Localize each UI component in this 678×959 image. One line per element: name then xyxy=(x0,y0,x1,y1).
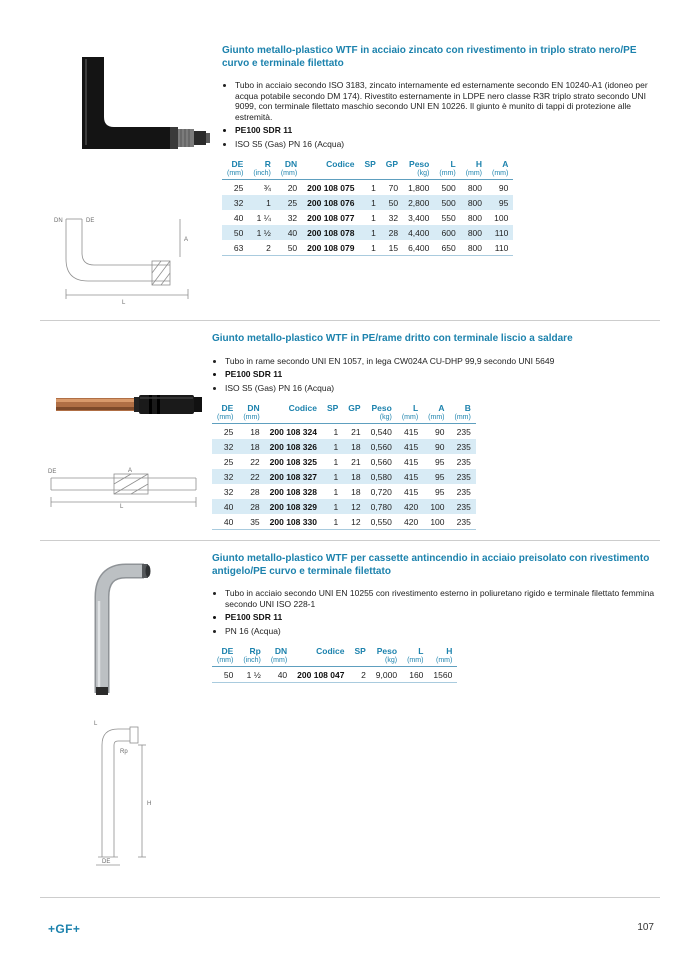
table-cell: 95 xyxy=(435,456,445,467)
table-row xyxy=(212,424,476,440)
dim-label-rp: Rp xyxy=(120,749,128,755)
table-cell: 50 xyxy=(233,227,244,238)
table-cell: 200 108 330 xyxy=(269,516,317,527)
product-table xyxy=(222,158,513,256)
table-cell: 0,580 xyxy=(370,471,392,482)
table-cell: 1 xyxy=(371,227,376,238)
column-header: GP xyxy=(348,403,361,413)
table-row xyxy=(222,210,513,225)
table-cell: 32 xyxy=(223,486,234,497)
section-steel-zinc-elbow xyxy=(0,45,678,320)
table-cell: 1 xyxy=(371,182,376,193)
table-cell: 1560 xyxy=(433,669,453,680)
table-cell: 235 xyxy=(456,441,471,452)
bullet-item: • PN 16 (Acqua) xyxy=(225,626,660,637)
column-unit: (mm) xyxy=(407,657,424,664)
column-header: SP xyxy=(326,403,339,413)
table-cell: 25 xyxy=(223,456,234,467)
dim-label-dn: DN xyxy=(54,218,63,224)
bullet-list xyxy=(212,356,660,394)
table-cell: 9,000 xyxy=(375,669,398,680)
dim-label-a: A xyxy=(184,237,189,243)
column-header: A xyxy=(438,403,445,413)
gf-logo: +GF+ xyxy=(48,922,81,936)
table-row xyxy=(222,195,513,210)
dim-label-de: DE xyxy=(86,218,95,224)
bullet-item: • PE100 SDR 11 xyxy=(225,612,660,623)
content-column xyxy=(212,333,660,540)
table-row xyxy=(212,469,476,484)
column-unit: (kg) xyxy=(379,414,392,421)
table-cell: 415 xyxy=(403,426,419,437)
dim-label-de: DE xyxy=(48,469,57,475)
table-cell: 1 xyxy=(371,197,376,208)
table-cell: 200 108 325 xyxy=(269,456,317,467)
table-cell: 0,550 xyxy=(370,516,392,527)
table-cell: 6,400 xyxy=(408,242,430,253)
table-cell: 1 xyxy=(333,471,339,482)
table-cell: 1 xyxy=(333,426,339,437)
table-cell: 20 xyxy=(287,182,298,193)
table-cell: 800 xyxy=(467,182,483,193)
column-header: Codice xyxy=(288,403,317,413)
column-header: H xyxy=(475,159,483,169)
table-cell: 1 ½ xyxy=(256,227,271,238)
column-header: DE xyxy=(221,646,234,656)
table-cell: 2 xyxy=(361,669,366,680)
table-cell: 110 xyxy=(494,227,509,238)
table-cell: 0,540 xyxy=(370,426,392,437)
table-cell: 110 xyxy=(494,242,509,253)
table-cell: 95 xyxy=(435,486,445,497)
column-header: Peso xyxy=(409,159,430,169)
column-unit: (mm) xyxy=(439,170,456,177)
left-column xyxy=(40,333,212,540)
table-cell: 95 xyxy=(435,471,445,482)
column-header: DN xyxy=(247,403,260,413)
table-cell: 200 108 327 xyxy=(269,471,317,482)
table-cell: 2,800 xyxy=(408,197,430,208)
table-cell: 415 xyxy=(403,456,419,467)
table-cell: 21 xyxy=(351,426,361,437)
dim-label-l: L xyxy=(122,300,126,306)
dim-label-a: A xyxy=(128,468,133,474)
table-cell: 12 xyxy=(351,516,361,527)
column-header: A xyxy=(502,159,509,169)
table-cell: 40 xyxy=(287,227,298,238)
product-table xyxy=(212,402,476,530)
table-cell: 95 xyxy=(498,197,509,208)
column-unit: (mm) xyxy=(243,414,260,421)
table-cell: 40 xyxy=(223,501,234,512)
table-cell: 235 xyxy=(456,426,471,437)
table-cell: 15 xyxy=(388,242,399,253)
table-cell: 200 108 079 xyxy=(307,242,355,253)
table-cell: 415 xyxy=(403,441,419,452)
column-unit: (mm) xyxy=(465,170,483,177)
column-header: Codice xyxy=(326,159,355,169)
table-row xyxy=(212,499,476,514)
table-cell: 235 xyxy=(456,516,471,527)
table-cell: 18 xyxy=(250,441,260,452)
technical-drawing-elbow xyxy=(52,211,202,306)
table-cell: 12 xyxy=(351,501,361,512)
column-header: R xyxy=(264,159,271,169)
page-number: 107 xyxy=(637,922,654,933)
table-cell: 200 108 078 xyxy=(307,227,355,238)
table-cell: 235 xyxy=(456,501,471,512)
table-cell: 63 xyxy=(233,242,244,253)
table-cell: 550 xyxy=(441,212,456,223)
table-cell: 1 xyxy=(333,501,339,512)
column-unit: (mm) xyxy=(280,170,298,177)
table-cell: ¾ xyxy=(263,182,271,193)
table-cell: 21 xyxy=(351,456,361,467)
table-cell: 1 xyxy=(266,197,271,208)
column-unit xyxy=(381,170,403,180)
product-photo-copper-pipe xyxy=(54,389,204,419)
section-title: Giunto metallo-plastico WTF in PE/rame dritto con terminale liscio a saldare xyxy=(212,333,573,344)
column-header: L xyxy=(450,159,456,169)
table-cell: 3,400 xyxy=(408,212,430,223)
table-cell: 28 xyxy=(250,486,260,497)
content-column xyxy=(222,45,660,320)
table-cell: 40 xyxy=(277,669,288,680)
table-cell: 420 xyxy=(403,516,419,527)
column-header: DE xyxy=(221,403,234,413)
table-cell: 0,560 xyxy=(370,441,392,452)
technical-drawing-vertical xyxy=(68,717,158,869)
bullet-item: • Tubo in acciaio secondo ISO 3183, zincato internamente ed esternamente secondo EN 10240-A1 (idoneo per acqua potabile secondo DM 174). Rivestito esternamente in LDPE nero classe R3R triplo strato secondo UNI 9099, con terminale filettato maschio secondo UNI EN 10226. Il giunto è munito di tappi di protezione alle estremità. xyxy=(235,80,660,122)
column-unit: (mm) xyxy=(436,657,453,664)
table-cell: 200 108 328 xyxy=(269,486,317,497)
table-row xyxy=(212,484,476,499)
table-cell: 32 xyxy=(388,212,399,223)
table-cell: 50 xyxy=(223,669,234,680)
table-cell: 35 xyxy=(250,516,260,527)
table-cell: 2 xyxy=(266,242,271,253)
column-header: L xyxy=(412,403,419,413)
table-cell: 800 xyxy=(467,212,483,223)
column-unit: (kg) xyxy=(385,657,398,664)
section-preinsulated-elbow xyxy=(0,541,678,897)
column-unit xyxy=(292,657,349,667)
table-cell: 32 xyxy=(287,212,298,223)
table-cell: 25 xyxy=(233,182,244,193)
table-cell: 25 xyxy=(287,197,298,208)
product-photo-gray-pipe xyxy=(82,555,162,697)
table-cell: 200 108 075 xyxy=(307,182,355,193)
table-cell: 1 xyxy=(371,212,376,223)
column-unit xyxy=(349,657,370,667)
table-cell: 40 xyxy=(223,516,234,527)
table-row xyxy=(222,180,513,196)
column-unit: (mm) xyxy=(401,414,419,421)
table-cell: 18 xyxy=(351,471,361,482)
table-row xyxy=(212,454,476,469)
column-header: L xyxy=(418,646,424,656)
left-column xyxy=(40,45,222,320)
column-unit: (kg) xyxy=(417,170,430,177)
table-cell: 50 xyxy=(388,197,399,208)
table-cell: 100 xyxy=(494,212,509,223)
table-cell: 415 xyxy=(403,471,419,482)
table-cell: 4,400 xyxy=(408,227,430,238)
bullet-item: • ISO S5 (Gas) PN 16 (Acqua) xyxy=(225,383,660,394)
table-cell: 32 xyxy=(223,471,234,482)
table-cell: 90 xyxy=(435,426,445,437)
column-unit: (mm) xyxy=(270,657,288,664)
column-unit xyxy=(322,414,343,424)
table-cell: 90 xyxy=(498,182,509,193)
table-cell: 32 xyxy=(223,441,234,452)
table-cell: 1 xyxy=(333,516,339,527)
column-header: Codice xyxy=(316,646,345,656)
table-cell: 415 xyxy=(403,486,419,497)
table-cell: 1 ¼ xyxy=(256,212,271,223)
column-unit: (mm) xyxy=(217,414,234,421)
column-unit xyxy=(343,414,365,424)
table-cell: 1 xyxy=(371,242,376,253)
table-cell: 200 108 326 xyxy=(269,441,317,452)
dim-label-de: DE xyxy=(102,859,111,865)
bullet-item: • PE100 SDR 11 xyxy=(225,369,660,380)
product-table xyxy=(212,645,457,683)
column-header: DN xyxy=(274,646,288,656)
table-row xyxy=(212,667,457,683)
table-cell: 800 xyxy=(467,197,483,208)
column-header: GP xyxy=(385,159,399,169)
dim-label-l: L xyxy=(94,721,98,727)
column-unit xyxy=(265,414,322,424)
table-cell: 200 108 047 xyxy=(297,669,345,680)
table-cell: 1 xyxy=(333,456,339,467)
table-cell: 235 xyxy=(456,456,471,467)
table-cell: 500 xyxy=(441,197,456,208)
page-footer xyxy=(0,898,678,936)
column-header: Peso xyxy=(371,403,392,413)
section-title: Giunto metallo-plastico WTF per cassette antincendio in acciaio preisolato con rivestimento antigelo/PE curvo e terminale filettato xyxy=(212,553,650,577)
table-cell: 1 xyxy=(333,441,339,452)
bullet-list xyxy=(222,80,660,149)
column-unit: (mm) xyxy=(217,657,234,664)
bullet-item: • Tubo in acciaio secondo UNI EN 10255 con rivestimento esterno in poliuretano rigido e terminale filettato femmina secondo UNI ISO 228-1 xyxy=(225,588,660,609)
dim-label-h: H xyxy=(147,801,152,807)
bullet-item: • Tubo in rame secondo UNI EN 1057, in lega CW024A CU-DHP 99,9 secondo UNI 5649 xyxy=(225,356,660,367)
table-row xyxy=(212,514,476,530)
table-cell: 32 xyxy=(233,197,244,208)
table-row xyxy=(222,225,513,240)
technical-drawing-straight xyxy=(46,465,204,509)
table-cell: 800 xyxy=(467,227,483,238)
section-copper-straight xyxy=(0,321,678,540)
bullet-list xyxy=(212,588,660,636)
column-header: SP xyxy=(364,159,376,169)
table-cell: 1 xyxy=(333,486,339,497)
column-unit: (inch) xyxy=(253,170,271,177)
column-header: Rp xyxy=(249,646,261,656)
table-cell: 1,800 xyxy=(408,182,430,193)
table-cell: 0,780 xyxy=(370,501,392,512)
column-unit xyxy=(302,170,359,180)
column-header: DE xyxy=(231,159,244,169)
table-cell: 1 ½ xyxy=(246,669,261,680)
table-row xyxy=(212,439,476,454)
column-unit: (mm) xyxy=(428,414,445,421)
column-unit: (mm) xyxy=(454,414,471,421)
column-unit xyxy=(359,170,380,180)
table-cell: 18 xyxy=(351,441,361,452)
table-cell: 18 xyxy=(351,486,361,497)
column-unit: (mm) xyxy=(227,170,244,177)
column-header: H xyxy=(446,646,453,656)
table-cell: 22 xyxy=(250,471,260,482)
left-column xyxy=(40,553,212,897)
table-cell: 235 xyxy=(456,486,471,497)
table-cell: 200 108 076 xyxy=(307,197,355,208)
table-cell: 100 xyxy=(430,516,445,527)
table-cell: 100 xyxy=(430,501,445,512)
table-cell: 160 xyxy=(409,669,424,680)
table-row xyxy=(222,240,513,256)
bullet-item: • PE100 SDR 11 xyxy=(235,125,660,136)
section-title: Giunto metallo-plastico WTF in acciaio zincato con rivestimento in triplo strato nero/PE curvo e terminale filettato xyxy=(222,45,637,69)
table-cell: 600 xyxy=(441,227,456,238)
table-cell: 25 xyxy=(223,426,234,437)
table-cell: 28 xyxy=(250,501,260,512)
table-cell: 90 xyxy=(435,441,445,452)
column-header: Peso xyxy=(376,646,398,656)
column-unit: (inch) xyxy=(243,657,261,664)
column-header: B xyxy=(464,403,471,413)
table-cell: 650 xyxy=(441,242,456,253)
product-photo-black-elbow xyxy=(72,55,222,167)
table-cell: 420 xyxy=(403,501,419,512)
bullet-item: • ISO S5 (Gas) PN 16 (Acqua) xyxy=(235,139,660,150)
column-header: DN xyxy=(284,159,298,169)
column-unit: (mm) xyxy=(492,170,509,177)
table-cell: 0,720 xyxy=(370,486,392,497)
column-header: SP xyxy=(354,646,366,656)
table-cell: 500 xyxy=(441,182,456,193)
table-cell: 800 xyxy=(467,242,483,253)
content-column xyxy=(212,553,660,897)
table-cell: 235 xyxy=(456,471,471,482)
table-cell: 18 xyxy=(250,426,260,437)
table-cell: 0,560 xyxy=(370,456,392,467)
table-cell: 200 108 077 xyxy=(307,212,355,223)
table-cell: 200 108 324 xyxy=(269,426,317,437)
dim-label-l: L xyxy=(120,504,124,509)
table-cell: 22 xyxy=(250,456,260,467)
table-cell: 40 xyxy=(233,212,244,223)
table-cell: 200 108 329 xyxy=(269,501,317,512)
table-cell: 70 xyxy=(388,182,399,193)
table-cell: 50 xyxy=(287,242,298,253)
table-cell: 28 xyxy=(388,227,399,238)
